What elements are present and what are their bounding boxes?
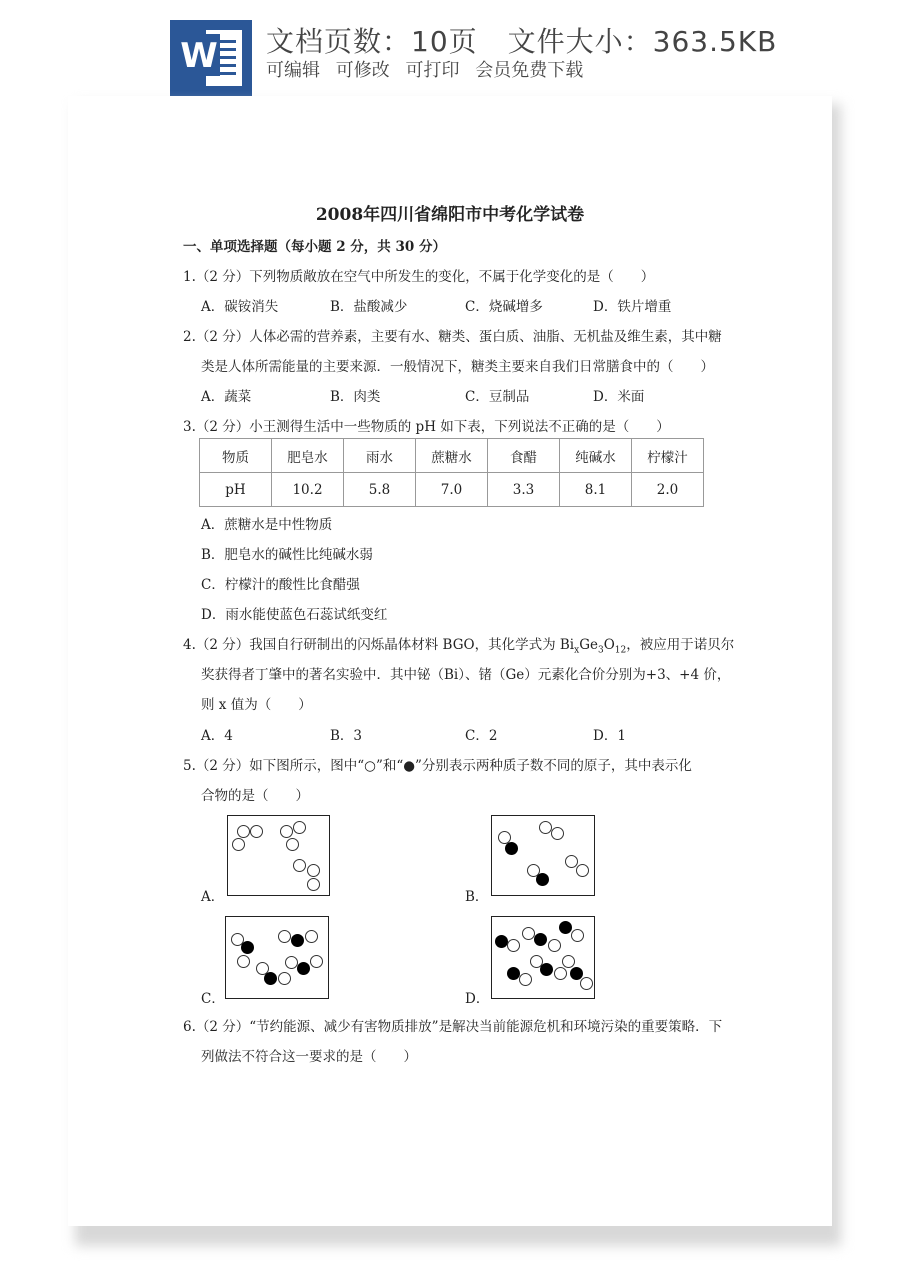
feature-list: [266, 56, 593, 82]
question-2-option-d: D．米面: [593, 389, 645, 405]
question-2-stem-line2: 类是人体所需能量的主要来源．一般情况下，糖类主要来自我们日常膳食中的（ ）: [201, 359, 714, 375]
question-4-stem-line3: 则 x 值为（ ）: [201, 697, 312, 713]
table-cell: 食醋: [488, 439, 560, 473]
ph-table-value-row: [200, 473, 704, 507]
question-3-option-a: A．蔗糖水是中性物质: [201, 517, 333, 533]
table-cell: 肥皂水: [272, 439, 344, 473]
feature-modifiable: 可修改: [335, 60, 390, 81]
question-1-option-b: B．盐酸减少: [330, 299, 408, 315]
question-5-stem-line1: 5.（2 分）如下图所示，图中“○”和“●”分别表示两种质子数不同的原子，其中表示化: [183, 758, 692, 774]
question-1-option-d: D．铁片增重: [593, 299, 672, 315]
question-2-stem-line1: 2.（2 分）人体必需的营养素，主要有水、糖类、蛋白质、油脂、无机盐及维生素，其中糖: [183, 329, 722, 345]
feature-editable: 可编辑: [266, 60, 320, 81]
question-4-stem-line2: 奖获得者丁肇中的著名实验中．其中铋（Bi）、锗（Ge）元素化合价分别为+3、+4 价，: [201, 667, 731, 683]
feature-printable: 可打印: [405, 60, 460, 81]
file-size: 文件大小：363.5KB: [507, 25, 778, 58]
table-cell: 蔗糖水: [416, 439, 488, 473]
question-1-option-c: C．烧碱增多: [465, 299, 543, 315]
diagram-label-c: C．: [201, 991, 225, 1007]
table-cell: 柠檬汁: [632, 439, 704, 473]
question-6-stem-line1: 6.（2 分）“节约能源、减少有害物质排放”是解决当前能源危机和环境污染的重要策略．下: [183, 1019, 723, 1035]
question-3-option-d: D．雨水能使蓝色石蕊试纸变红: [201, 607, 388, 623]
download-banner: [0, 0, 900, 96]
table-cell: 3.3: [488, 473, 560, 507]
question-6-stem-line2: 列做法不符合这一要求的是（ ）: [201, 1049, 417, 1065]
question-4-option-c: C．2: [465, 728, 498, 744]
table-cell: 2.0: [632, 473, 704, 507]
question-2-option-b: B．肉类: [330, 389, 381, 405]
table-cell: 5.8: [344, 473, 416, 507]
table-cell: pH: [200, 473, 272, 507]
table-cell: 雨水: [344, 439, 416, 473]
page-count: 文档页数：10页: [266, 25, 478, 58]
question-5-stem-line2: 合物的是（ ）: [201, 788, 309, 804]
ph-table: [199, 438, 704, 507]
table-cell: 10.2: [272, 473, 344, 507]
exam-title: 2008年四川省绵阳市中考化学试卷: [315, 205, 585, 225]
table-cell: 物质: [200, 439, 272, 473]
ph-table-header-row: [200, 439, 704, 473]
molecule-diagram-b: [491, 815, 595, 896]
feature-free-download: 会员免费下载: [475, 60, 584, 81]
file-info: [266, 20, 807, 60]
question-1-option-a: A．碳铵消失: [201, 299, 279, 315]
section-heading: 一、单项选择题（每小题 2 分，共 30 分）: [183, 239, 446, 255]
table-cell: 纯碱水: [560, 439, 632, 473]
question-4-option-b: B．3: [330, 728, 363, 744]
molecule-diagram-c: [225, 916, 329, 999]
table-cell: 8.1: [560, 473, 632, 507]
question-2-option-a: A．蔬菜: [201, 389, 252, 405]
question-2-option-c: C．豆制品: [465, 389, 530, 405]
word-document-icon: W: [170, 20, 252, 96]
question-3-stem: 3.（2 分）小王测得生活中一些物质的 pH 如下表，下列说法不正确的是（ ）: [183, 419, 670, 435]
chemical-formula: $Bi_xGe_3O_{12}$: [559, 637, 627, 656]
question-4-option-d: D．1: [593, 728, 626, 744]
molecule-diagram-d: [491, 916, 595, 999]
question-3-option-c: C．柠檬汁的酸性比食醋强: [201, 577, 360, 593]
diagram-label-d: D．: [465, 991, 490, 1007]
question-1-stem: 1.（2 分）下列物质敞放在空气中所发生的变化，不属于化学变化的是（ ）: [183, 269, 655, 285]
molecule-diagram-a: [227, 815, 330, 896]
question-4-stem-line1: 4.（2 分）我国自行研制出的闪烁晶体材料 BGO，其化学式为 $Bi_xGe_3O_{12}$，被应用于诺贝尔: [183, 637, 735, 656]
table-cell: 7.0: [416, 473, 488, 507]
diagram-label-a: A．: [201, 889, 225, 905]
question-4-option-a: A．4: [201, 728, 233, 744]
question-3-option-b: B．肥皂水的碱性比纯碱水弱: [201, 547, 373, 563]
diagram-label-b: B．: [465, 889, 489, 905]
